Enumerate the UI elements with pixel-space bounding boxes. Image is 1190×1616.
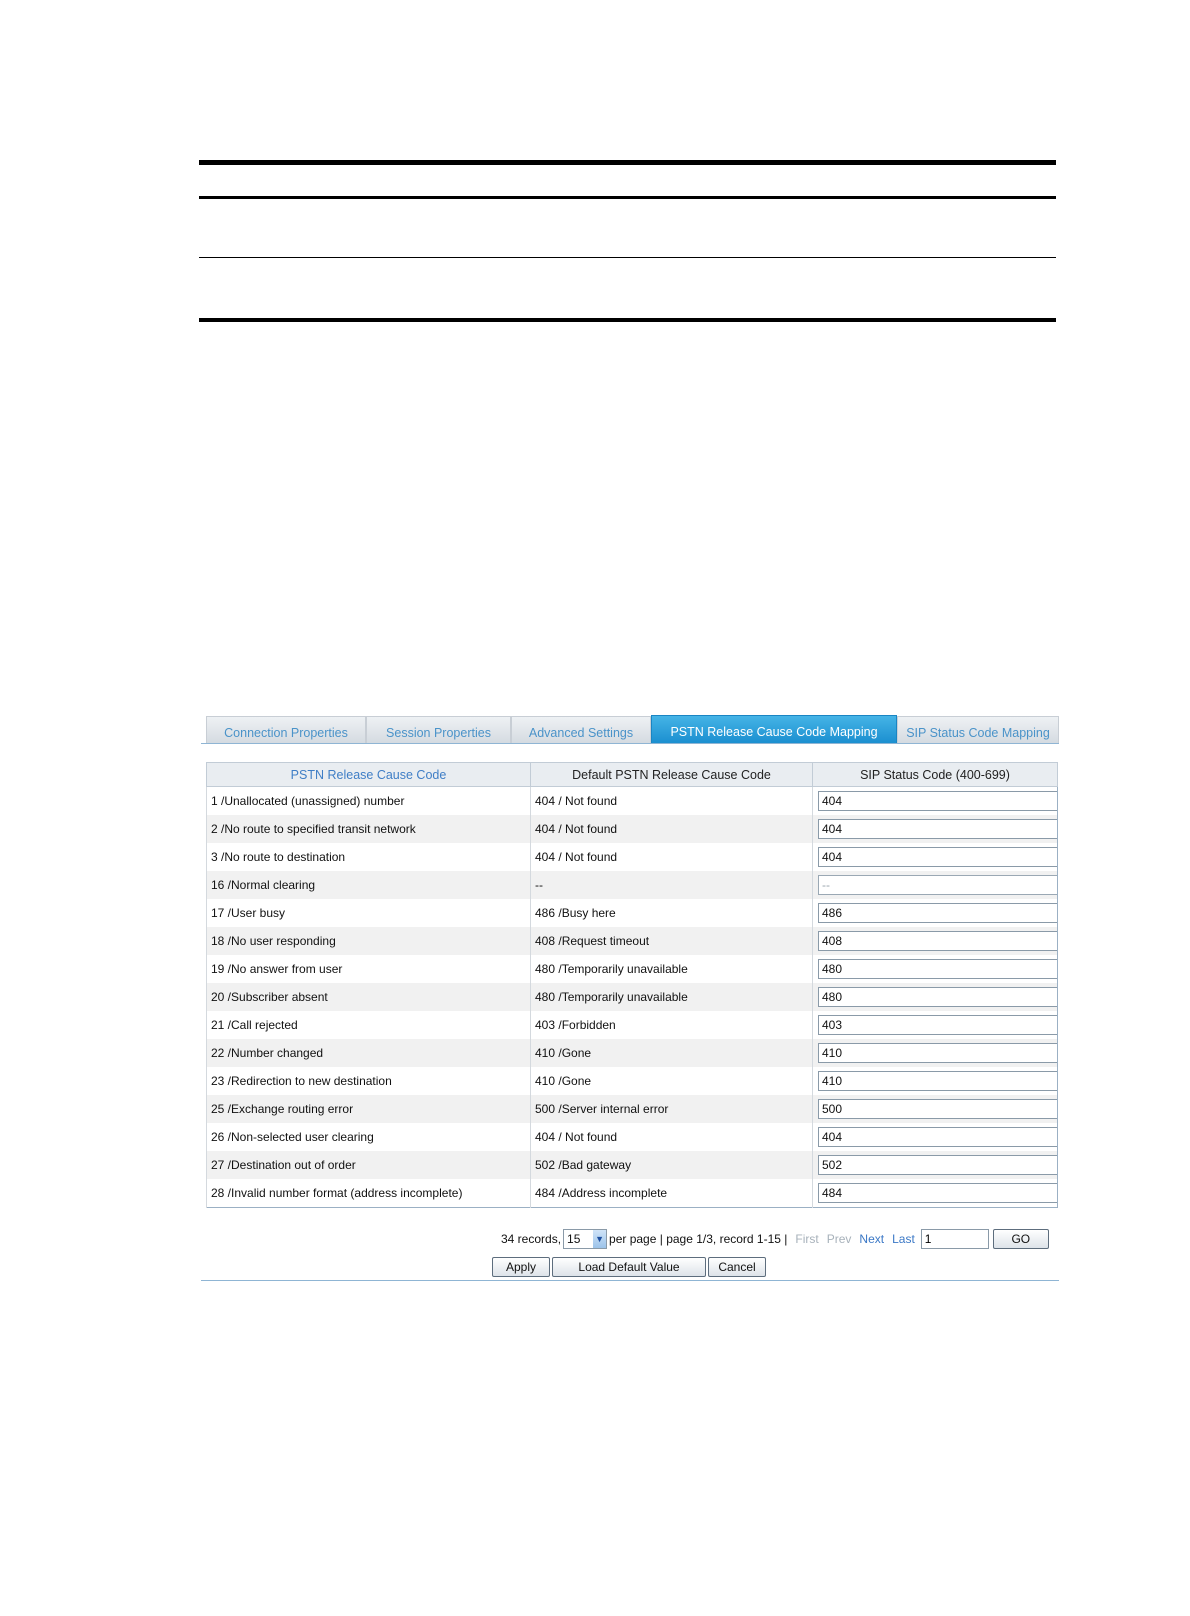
table-row <box>207 815 1058 843</box>
sip-status-input[interactable] <box>818 959 1058 979</box>
sip-status-cell <box>813 1039 1058 1067</box>
pstn-cause-cell: 16 /Normal clearing <box>207 871 531 899</box>
page-number-input[interactable] <box>921 1229 989 1249</box>
sip-status-input[interactable] <box>818 931 1058 951</box>
sip-status-input[interactable] <box>818 1043 1058 1063</box>
sip-status-cell <box>813 1123 1058 1151</box>
cause-code-table <box>206 762 1058 1208</box>
doc-table-bottom-rule <box>199 318 1056 322</box>
tab-pstn-release-cause-code-mapping[interactable]: PSTN Release Cause Code Mapping <box>651 715 897 743</box>
sip-status-cell <box>813 815 1058 843</box>
pstn-cause-cell: 25 /Exchange routing error <box>207 1095 531 1123</box>
load-default-value-button[interactable]: Load Default Value <box>552 1257 706 1277</box>
table-row <box>207 1067 1058 1095</box>
default-cause-cell: -- <box>531 871 813 899</box>
tab-session-properties[interactable]: Session Properties <box>366 716 511 743</box>
default-cause-cell: 502 /Bad gateway <box>531 1151 813 1179</box>
pstn-cause-cell: 2 /No route to specified transit network <box>207 815 531 843</box>
table-row <box>207 983 1058 1011</box>
apply-button[interactable]: Apply <box>492 1257 550 1277</box>
column-header-pstn-cause[interactable]: PSTN Release Cause Code <box>207 763 531 787</box>
prev-page-link[interactable]: Prev <box>826 1232 852 1246</box>
table-row <box>207 1039 1058 1067</box>
chevron-down-icon[interactable]: ▼ <box>593 1230 606 1248</box>
pstn-cause-cell: 18 /No user responding <box>207 927 531 955</box>
table-row <box>207 1095 1058 1123</box>
pstn-cause-cell: 28 /Invalid number format (address incomplete) <box>207 1179 531 1208</box>
table-row <box>207 1123 1058 1151</box>
default-cause-cell: 404 / Not found <box>531 787 813 816</box>
column-header-sip-status: SIP Status Code (400-699) <box>813 763 1058 787</box>
table-row <box>207 871 1058 899</box>
doc-table-header-rule <box>199 196 1056 199</box>
sip-status-cell <box>813 1151 1058 1179</box>
table-row <box>207 1011 1058 1039</box>
default-cause-cell: 404 / Not found <box>531 1123 813 1151</box>
sip-status-cell <box>813 1011 1058 1039</box>
sip-status-cell <box>813 927 1058 955</box>
pstn-cause-cell: 20 /Subscriber absent <box>207 983 531 1011</box>
pstn-cause-cell: 26 /Non-selected user clearing <box>207 1123 531 1151</box>
table-header-row <box>207 763 1058 787</box>
sip-status-input[interactable] <box>818 1015 1058 1035</box>
pstn-cause-cell: 21 /Call rejected <box>207 1011 531 1039</box>
table-row <box>207 1179 1058 1208</box>
sip-status-input[interactable] <box>818 903 1058 923</box>
records-count: 34 records, <box>501 1232 562 1246</box>
table-row <box>207 1151 1058 1179</box>
default-cause-cell: 486 /Busy here <box>531 899 813 927</box>
per-page-value: 15 <box>567 1232 581 1246</box>
tab-connection-properties[interactable]: Connection Properties <box>206 716 366 743</box>
pstn-cause-cell: 19 /No answer from user <box>207 955 531 983</box>
default-cause-cell: 484 /Address incomplete <box>531 1179 813 1208</box>
table-row <box>207 955 1058 983</box>
doc-table-row-rule <box>199 257 1056 258</box>
tab-underline <box>201 743 1059 744</box>
page-summary: per page | page 1/3, record 1-15 | <box>609 1232 788 1246</box>
default-cause-cell: 404 / Not found <box>531 843 813 871</box>
pagination-bar <box>501 1227 1049 1251</box>
pstn-cause-cell: 3 /No route to destination <box>207 843 531 871</box>
table-row <box>207 927 1058 955</box>
table-row <box>207 899 1058 927</box>
sip-status-cell <box>813 899 1058 927</box>
cancel-button[interactable]: Cancel <box>708 1257 766 1277</box>
sip-status-cell <box>813 843 1058 871</box>
default-cause-cell: 408 /Request timeout <box>531 927 813 955</box>
tab-advanced-settings[interactable]: Advanced Settings <box>511 716 651 743</box>
pstn-cause-cell: 23 /Redirection to new destination <box>207 1067 531 1095</box>
sip-status-input[interactable] <box>818 819 1058 839</box>
sip-status-input[interactable] <box>818 1099 1058 1119</box>
next-page-link[interactable]: Next <box>859 1232 885 1246</box>
sip-status-input[interactable] <box>818 847 1058 867</box>
table-row <box>207 787 1058 816</box>
sip-status-input[interactable] <box>818 875 1058 895</box>
tab-sip-status-code-mapping[interactable]: SIP Status Code Mapping <box>897 716 1059 743</box>
pstn-cause-cell: 1 /Unallocated (unassigned) number <box>207 787 531 816</box>
sip-status-cell <box>813 1067 1058 1095</box>
sip-status-input[interactable] <box>818 1183 1058 1203</box>
default-cause-cell: 480 /Temporarily unavailable <box>531 983 813 1011</box>
last-page-link[interactable]: Last <box>892 1232 915 1246</box>
doc-table-top-rule <box>199 160 1056 165</box>
sip-status-cell <box>813 1095 1058 1123</box>
default-cause-cell: 403 /Forbidden <box>531 1011 813 1039</box>
column-header-default-cause: Default PSTN Release Cause Code <box>531 763 813 787</box>
sip-status-input[interactable] <box>818 1155 1058 1175</box>
per-page-select[interactable] <box>563 1229 607 1249</box>
pstn-cause-cell: 22 /Number changed <box>207 1039 531 1067</box>
pstn-cause-cell: 17 /User busy <box>207 899 531 927</box>
tab-bar <box>206 715 1059 743</box>
sip-status-cell <box>813 787 1058 816</box>
table-row <box>207 843 1058 871</box>
default-cause-cell: 410 /Gone <box>531 1039 813 1067</box>
default-cause-cell: 500 /Server internal error <box>531 1095 813 1123</box>
sip-status-cell <box>813 1179 1058 1208</box>
sip-status-cell <box>813 955 1058 983</box>
sip-status-input[interactable] <box>818 1071 1058 1091</box>
default-cause-cell: 480 /Temporarily unavailable <box>531 955 813 983</box>
sip-status-cell <box>813 983 1058 1011</box>
default-cause-cell: 410 /Gone <box>531 1067 813 1095</box>
pstn-cause-cell: 27 /Destination out of order <box>207 1151 531 1179</box>
panel-bottom-rule <box>201 1280 1059 1281</box>
action-buttons <box>492 1257 766 1277</box>
default-cause-cell: 404 / Not found <box>531 815 813 843</box>
first-page-link[interactable]: First <box>795 1232 819 1246</box>
sip-status-cell <box>813 871 1058 899</box>
go-button[interactable]: GO <box>993 1229 1049 1249</box>
sip-status-input[interactable] <box>818 1127 1058 1147</box>
screenshot-panel <box>201 715 1059 1275</box>
sip-status-input[interactable] <box>818 987 1058 1007</box>
sip-status-input[interactable] <box>818 791 1058 811</box>
